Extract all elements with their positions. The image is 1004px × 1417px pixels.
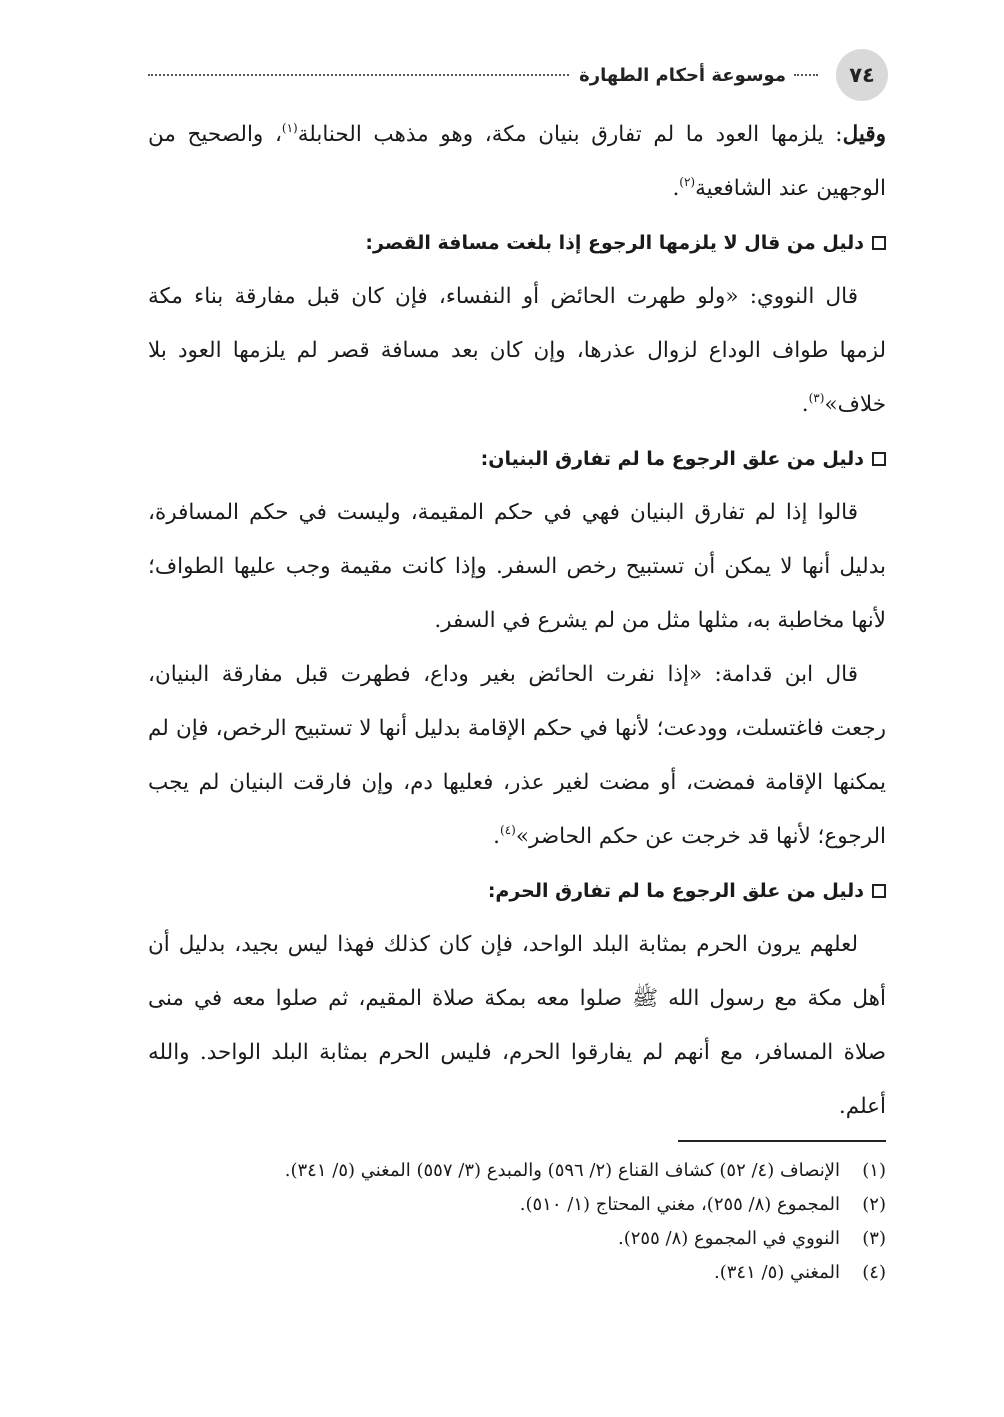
checkbox-square-icon [872, 452, 886, 466]
header-dotted-rule-short [794, 74, 818, 76]
footnote-item [148, 1256, 886, 1290]
paragraph-1-lead: وقيل [842, 122, 886, 147]
paragraph-3: قالوا إذا لم تفارق البنيان فهي في حكم المقيمة، وليست في حكم المسافرة، بدليل أنها لا يمكن أن تستبيح رخص السفر. وإذا كانت مقيمة وجب عليها الطواف؛ لأنها مخاطبة به، مثلها مثل من لم يشرع في السفر. [148, 500, 886, 633]
book-title: موسوعة أحكام الطهارة [579, 64, 786, 86]
footnote-ref-3[interactable]: (٣) [808, 391, 825, 405]
page-number: ٧٤ [849, 63, 875, 87]
paragraph-4-end: . [493, 824, 500, 849]
paragraph-2-end: . [801, 392, 809, 417]
checkbox-square-icon [872, 236, 886, 250]
footnote-item [148, 1222, 886, 1256]
main-text [148, 108, 886, 1134]
footnote-ref-2[interactable]: (٢) [679, 175, 696, 189]
footnote-number: (٢) [862, 1194, 886, 1215]
book-page [148, 44, 886, 1374]
footnote-number: (٤) [862, 1262, 886, 1283]
footnote-item [148, 1188, 886, 1222]
footnotes [148, 1154, 886, 1290]
section-heading-1-text: دليل من قال لا يلزمها الرجوع إذا بلغت مسافة القصر: [365, 232, 864, 254]
paragraph-5: لعلهم يرون الحرم بمثابة البلد الواحد، فإن كان كذلك فهذا ليس بجيد، بدليل أن أهل مكة مع رسول الله ﷺ صلوا معه بمكة صلاة المقيم، ثم صلوا معه في منى صلاة المسافر، مع أنهم لم يفارقوا الحرم، فليس الحرم بمثابة البلد الواحد. والله أعلم. [148, 932, 886, 1119]
section-heading-3 [148, 864, 886, 918]
paragraph-1-end: . [672, 176, 680, 201]
section-heading-1 [148, 216, 886, 270]
paragraph-1-text-2: ، والصحيح من الوجهين عند الشافعية [148, 122, 886, 201]
paragraph-1-text: : يلزمها العود ما لم تفارق بنيان مكة، وهو مذهب الحنابلة [297, 122, 843, 147]
footnote-ref-4[interactable]: (٤) [500, 823, 516, 837]
footnote-text: المغني (٥/ ٣٤١). [714, 1262, 840, 1283]
paragraph-1 [148, 108, 886, 216]
section-heading-2-text: دليل من علق الرجوع ما لم تفارق البنيان: [480, 448, 864, 470]
section-heading-3-text: دليل من علق الرجوع ما لم تفارق الحرم: [487, 880, 864, 902]
footnote-text: الإنصاف (٤/ ٥٢) كشاف القناع (٢/ ٥٩٦) والمبدع (٣/ ٥٥٧) المغني (٥/ ٣٤١). [284, 1160, 840, 1181]
page-number-badge [836, 49, 888, 101]
footnote-ref-1[interactable]: (١) [281, 121, 298, 135]
footnote-text: المجموع (٨/ ٢٥٥)، مغني المحتاج (١/ ٥١٠). [519, 1194, 840, 1215]
paragraph-2 [148, 270, 886, 432]
paragraph-4-text: قال ابن قدامة: «إذا نفرت الحائض بغير وداع، فطهرت قبل مفارقة البنيان، رجعت فاغتسلت، وودعت؛ لأنها في حكم الإقامة بدليل أنها لا تستبيح الرخص، فإن لم يمكنها الإقامة فمضت، أو مضت لغير عذر، فعليها دم، وإن فارقت البنيان لم يجب الرجوع؛ لأنها قد خرجت عن حكم الحاضر» [148, 662, 886, 849]
paragraph-2-text: قال النووي: «ولو طهرت الحائض أو النفساء، فإن كان قبل مفارقة بناء مكة لزمها طواف الوداع لزوال عذرها، وإن كان بعد مسافة قصر لم يلزمها العود بلا خلاف» [148, 284, 886, 417]
footnote-number: (٣) [862, 1228, 886, 1249]
footnote-separator [678, 1140, 886, 1142]
header-dotted-rule-long [148, 74, 569, 76]
checkbox-square-icon [872, 884, 886, 898]
footnote-item [148, 1154, 886, 1188]
footnote-number: (١) [862, 1160, 886, 1181]
paragraph-4 [148, 648, 886, 864]
section-heading-2 [148, 432, 886, 486]
footnote-text: النووي في المجموع (٨/ ٢٥٥). [618, 1228, 840, 1249]
page-header [148, 50, 886, 100]
